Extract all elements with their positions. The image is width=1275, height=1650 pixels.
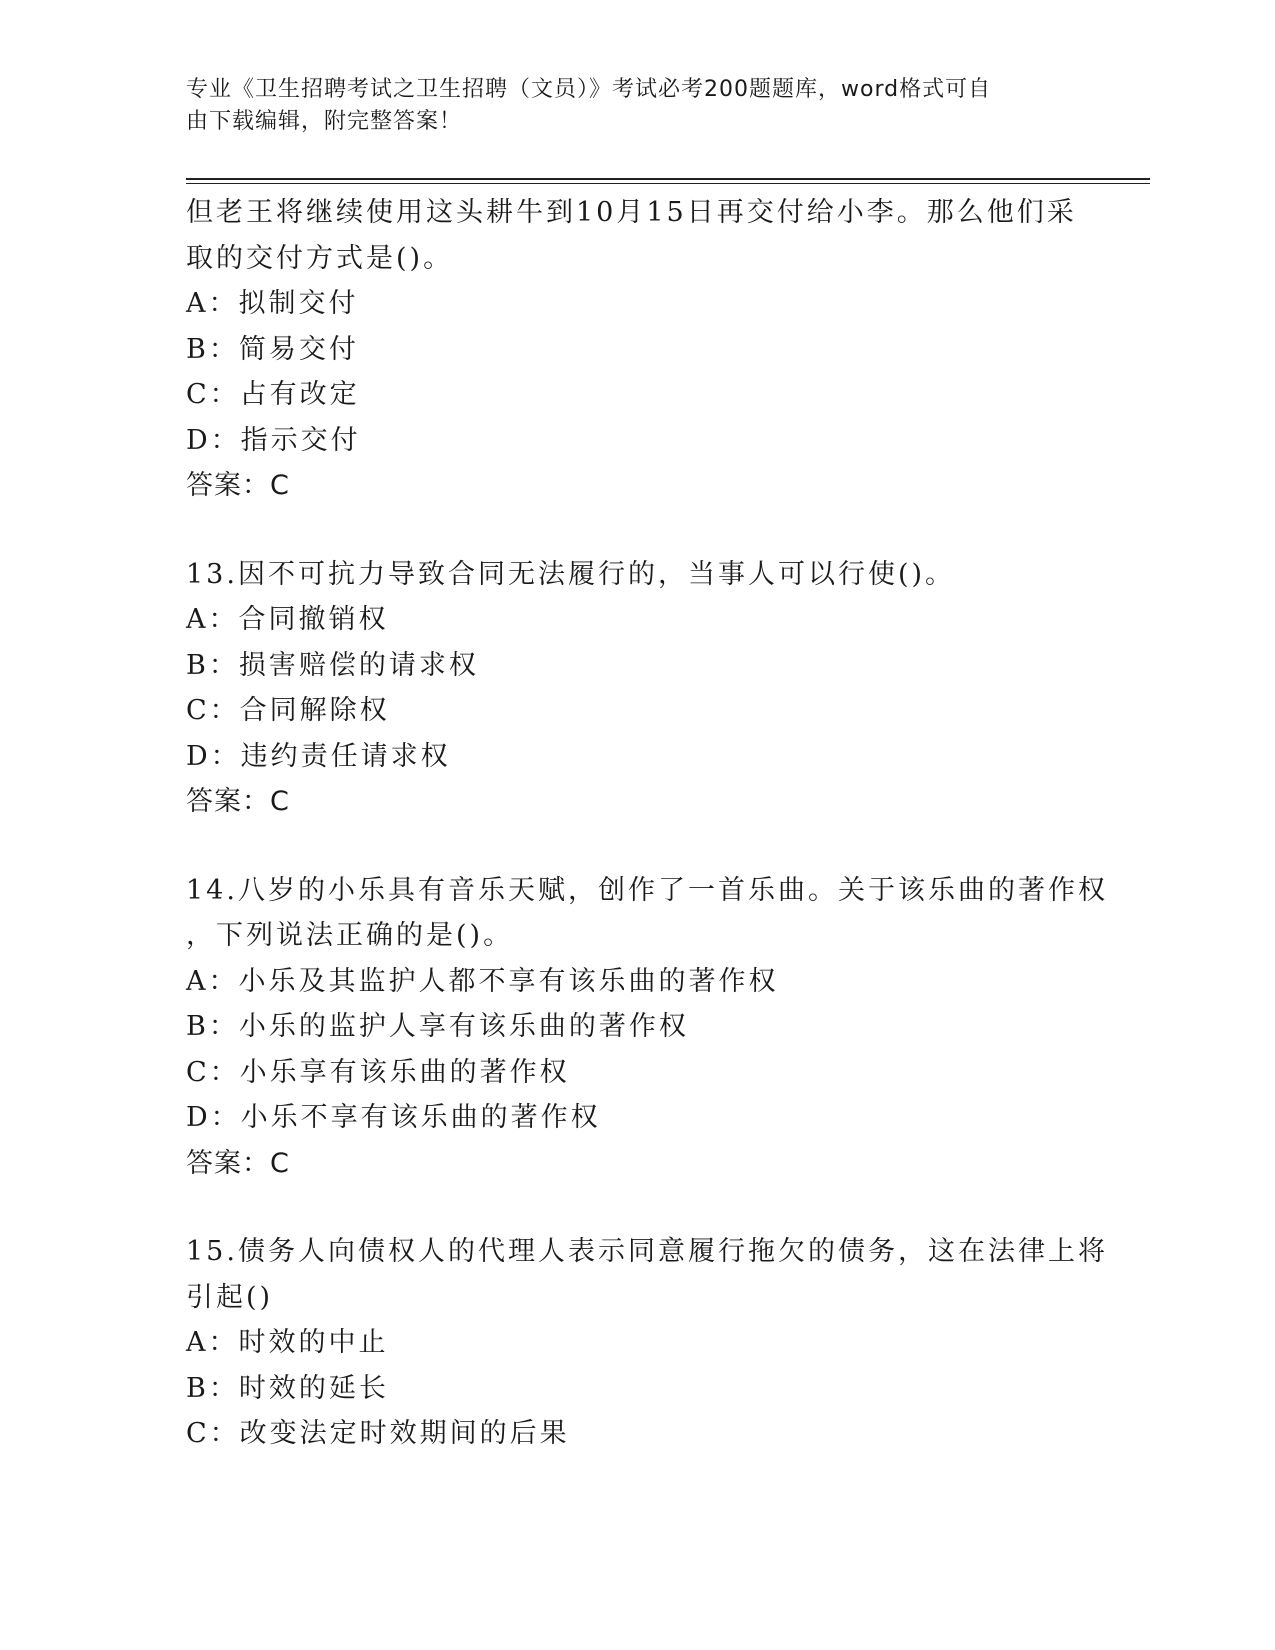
document-header (186, 74, 1076, 138)
question-stem-line: 取的交付方式是()。 (186, 242, 454, 274)
spacer (186, 1186, 1086, 1229)
option-c: C：小乐享有该乐曲的著作权 (186, 1056, 570, 1088)
header-line-1: 专业《卫生招聘考试之卫生招聘（文员）》考试必考200题题库，word格式可自 (186, 77, 992, 102)
question-block-12 (186, 190, 1086, 509)
question-stem-line: 但老王将继续使用这头耕牛到10月15日再交付给小李。那么他们采 (186, 197, 1077, 228)
question-block-15 (186, 1229, 1108, 1457)
option-d: D：违约责任请求权 (186, 740, 451, 772)
answer-line: 答案：C (186, 1147, 290, 1179)
option-b: B：时效的延长 (186, 1372, 389, 1404)
option-a: A：时效的中止 (186, 1327, 389, 1358)
option-c: C：改变法定时效期间的后果 (186, 1418, 570, 1449)
option-a: A：合同撤销权 (186, 604, 389, 635)
question-block-14 (186, 868, 1108, 1187)
answer-line: 答案：C (186, 786, 290, 817)
header-rule-thick (186, 178, 1150, 180)
spacer (186, 825, 1086, 868)
question-stem-line: 13.因不可抗力导致合同无法履行的，当事人可以行使()。 (186, 558, 956, 590)
option-a: A：小乐及其监护人都不享有该乐曲的著作权 (186, 965, 779, 997)
option-d: D：小乐不享有该乐曲的著作权 (186, 1102, 601, 1133)
option-b: B：损害赔偿的请求权 (186, 649, 479, 681)
option-a: A：拟制交付 (186, 288, 359, 319)
option-d: D：指示交付 (186, 424, 361, 456)
option-b: B：简易交付 (186, 333, 359, 365)
question-stem-line: 引起() (186, 1281, 274, 1313)
spacer (186, 509, 1086, 552)
answer-line: 答案：C (186, 470, 290, 501)
header-rule-thin (186, 183, 1150, 184)
option-c: C：占有改定 (186, 379, 360, 410)
question-stem-line: ，下列说法正确的是()。 (186, 920, 514, 951)
header-line-2: 由下载编辑，附完整答案！ (186, 109, 463, 134)
question-stem-line: 15.债务人向债权人的代理人表示同意履行拖欠的债务，这在法律上将 (186, 1236, 1108, 1267)
question-list (186, 190, 1108, 1457)
question-block-13 (186, 552, 1086, 825)
question-stem-line: 14.八岁的小乐具有音乐天赋，创作了一首乐曲。关于该乐曲的著作权 (186, 874, 1108, 906)
option-b: B：小乐的监护人享有该乐曲的著作权 (186, 1011, 689, 1042)
option-c: C：合同解除权 (186, 695, 390, 726)
